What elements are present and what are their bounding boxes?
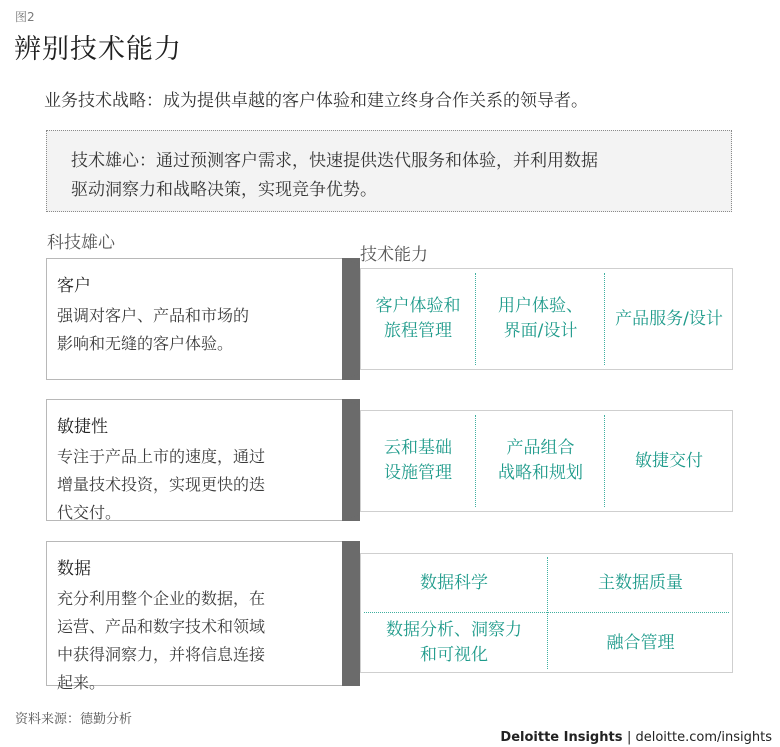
- card-description-line: 代交付。: [57, 503, 122, 522]
- card-description-line: 增量技术投资，实现更快的迭: [57, 475, 266, 494]
- tech-ambition-line-2: 驱动洞察力和战略决策，实现竞争优势。: [71, 180, 377, 200]
- business-strategy: 业务技术战略：成为提供卓越的客户体验和建立终身合作关系的领导者。: [44, 91, 588, 111]
- divider: [547, 557, 548, 669]
- divider: [475, 273, 476, 365]
- card-title: 数据: [57, 559, 91, 579]
- capability-cell: 客户体验和 旅程管理: [375, 296, 461, 341]
- card-description-line: 专注于产品上市的速度，通过: [57, 447, 266, 466]
- capability-cell: 云和基础 设施管理: [384, 438, 452, 483]
- card-description-line: 运营、产品和数字技术和领域: [57, 617, 266, 636]
- capability-cell: 数据分析、洞察力 和可视化: [386, 620, 522, 665]
- card-description-line: 影响和无缝的客户体验。: [57, 334, 234, 353]
- source-note: 资料来源：德勤分析: [15, 712, 133, 727]
- credit-line: [500, 730, 772, 745]
- page-title: 辨别技术能力: [14, 34, 182, 65]
- divider: [475, 415, 476, 507]
- capability-cell: 产品服务/设计: [615, 308, 723, 329]
- divider: [604, 273, 605, 365]
- credit-url: | deloitte.com/insights: [626, 730, 772, 745]
- capability-grid-data: [360, 553, 733, 673]
- capability-cell: 用户体验、 界面/设计: [498, 296, 583, 341]
- capability-grid-agility: [360, 410, 733, 512]
- left-column-header: 科技雄心: [47, 233, 115, 253]
- capability-cell: 融合管理: [606, 632, 675, 653]
- card-title: 客户: [57, 276, 91, 296]
- card-description-line: 中获得洞察力，并将信息连接: [57, 645, 266, 664]
- connector-arrow: [342, 399, 360, 521]
- figure-label: 图2: [15, 10, 35, 24]
- ambition-card-agility: [46, 399, 342, 521]
- card-description: [57, 443, 332, 527]
- capability-cell: 产品组合 战略和规划: [498, 438, 583, 483]
- capability-cell: 主数据质量: [598, 572, 683, 593]
- right-column-header: 技术能力: [360, 245, 428, 265]
- connector-arrow: [342, 541, 360, 686]
- card-description: [57, 302, 332, 358]
- connector-arrow: [342, 258, 360, 380]
- credit-brand: Deloitte Insights: [500, 730, 623, 745]
- tech-ambition-box: [46, 130, 732, 212]
- capability-cell: 数据科学: [420, 572, 488, 593]
- tech-ambition-line-1: 技术雄心：通过预测客户需求，快速提供迭代服务和体验，并利用数据: [71, 151, 598, 171]
- card-description-line: 充分利用整个企业的数据，在: [57, 589, 266, 608]
- divider: [604, 415, 605, 507]
- card-description-line: 强调对客户、产品和市场的: [57, 306, 250, 325]
- divider: [364, 612, 729, 613]
- capability-grid-customer: [360, 268, 733, 370]
- card-title: 敏捷性: [57, 417, 108, 437]
- ambition-card-customer: [46, 258, 342, 380]
- card-description-line: 起来。: [57, 673, 106, 692]
- card-description: [57, 585, 332, 697]
- ambition-card-data: [46, 541, 342, 692]
- capability-cell: 敏捷交付: [635, 450, 703, 471]
